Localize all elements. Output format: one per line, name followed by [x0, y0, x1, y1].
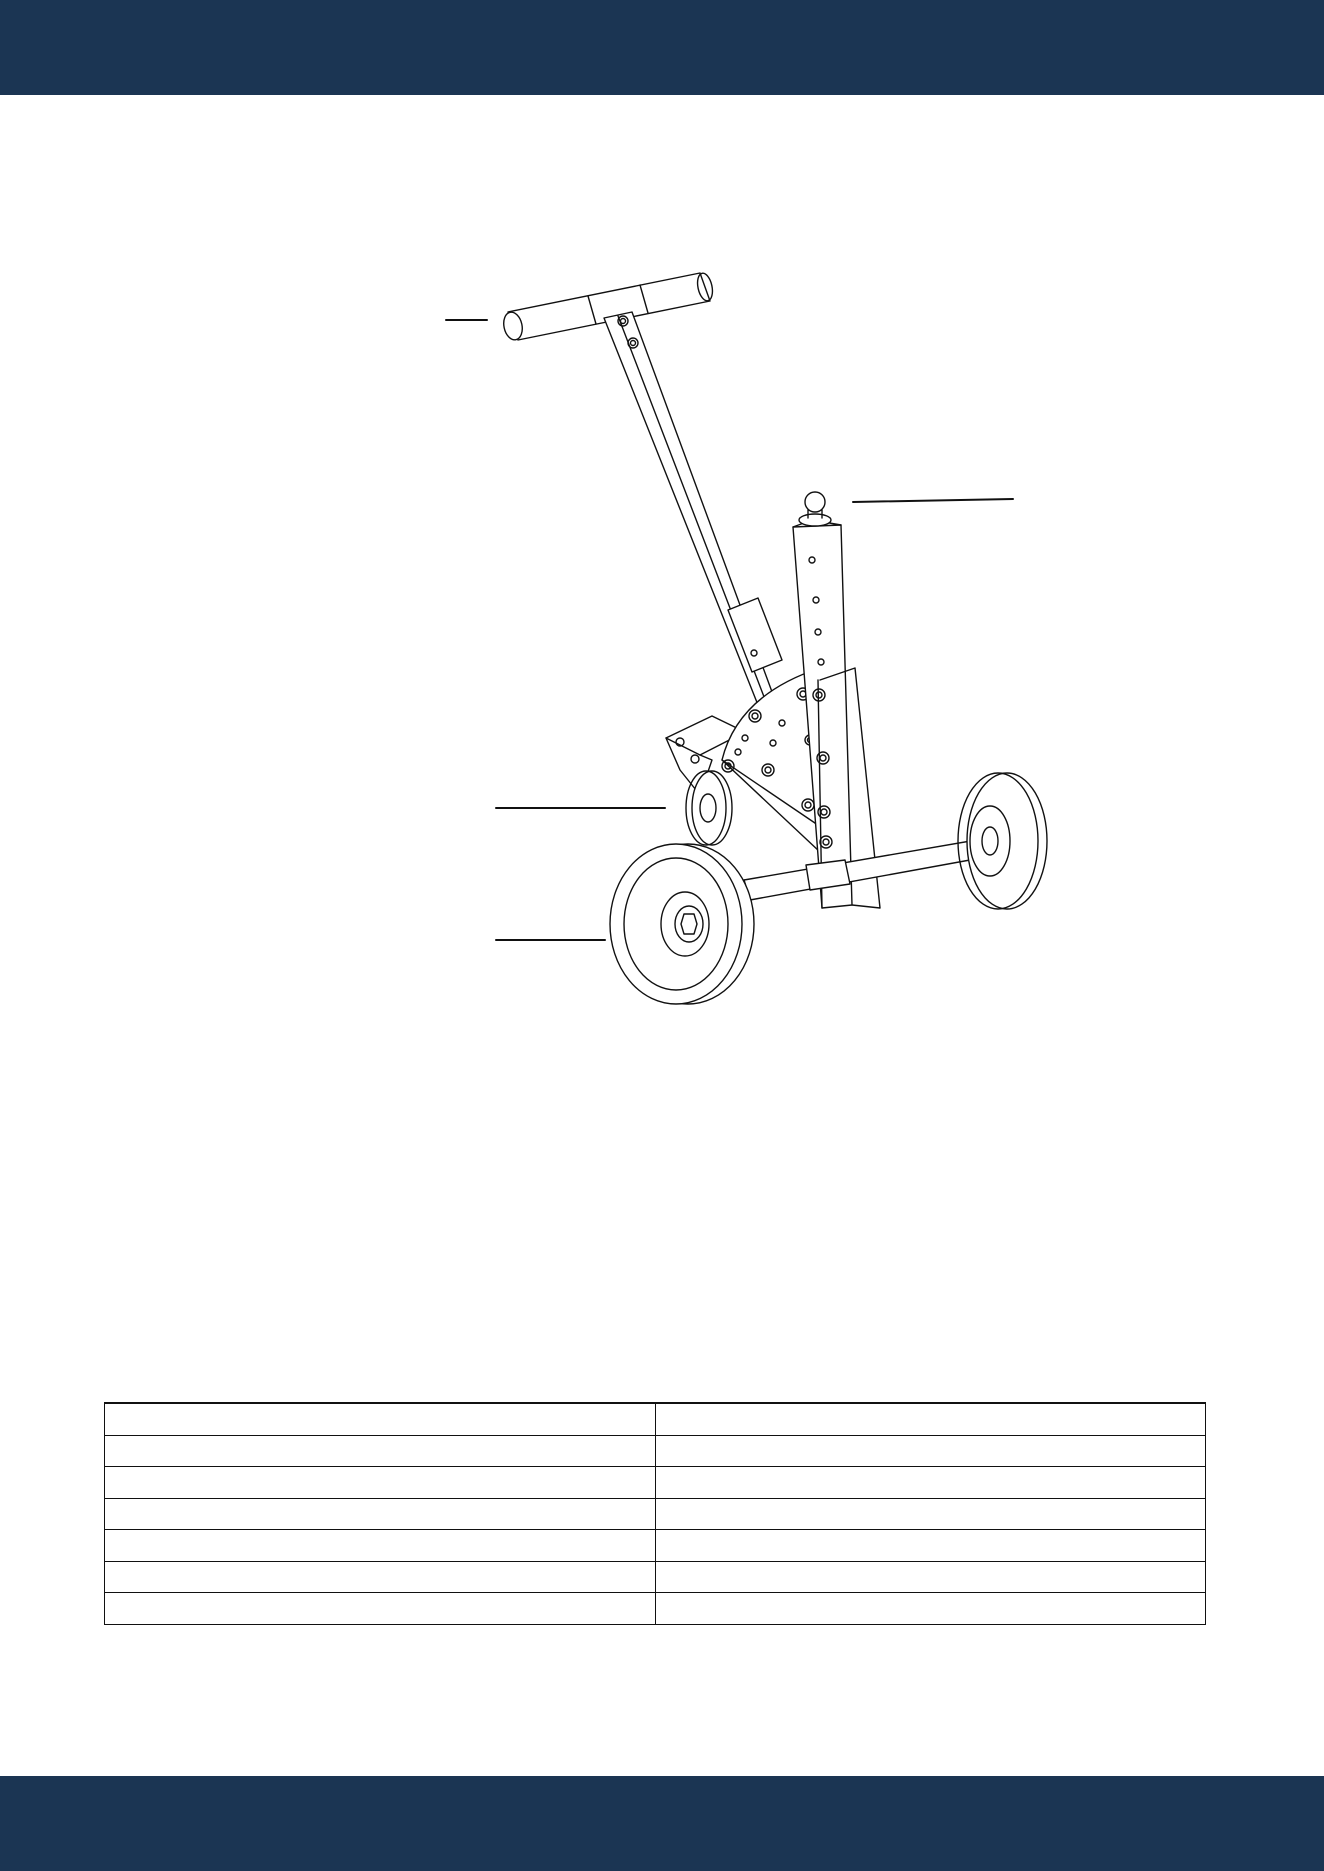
spec-table [104, 1402, 1206, 1625]
table-cell [105, 1593, 656, 1625]
table-row [105, 1530, 1206, 1562]
table-cell [105, 1435, 656, 1467]
hitch-ball [799, 492, 831, 526]
table-row [105, 1467, 1206, 1499]
table-row [105, 1403, 1206, 1435]
table-cell [655, 1561, 1206, 1593]
table-cell [105, 1498, 656, 1530]
left-wheel [610, 844, 754, 1004]
table-cell [105, 1467, 656, 1499]
table-cell [655, 1498, 1206, 1530]
table-cell [105, 1530, 656, 1562]
handle-shaft [604, 312, 782, 705]
hitch-post [793, 520, 880, 908]
right-wheel [958, 773, 1047, 909]
callout-line-hitch [853, 499, 1013, 502]
table-row [105, 1435, 1206, 1467]
footer-band [0, 1776, 1324, 1871]
handle-grip [501, 272, 714, 342]
table-row [105, 1561, 1206, 1593]
table-cell [655, 1403, 1206, 1435]
table-cell [655, 1435, 1206, 1467]
table-cell [105, 1403, 656, 1435]
table-cell [655, 1530, 1206, 1562]
table-cell [655, 1593, 1206, 1625]
axle-frame [744, 838, 992, 900]
table-cell [105, 1561, 656, 1593]
header-band [0, 0, 1324, 95]
table-row [105, 1498, 1206, 1530]
base-plate [722, 668, 840, 852]
table-cell [655, 1467, 1206, 1499]
table-row [105, 1593, 1206, 1625]
caster-assembly [666, 716, 745, 845]
